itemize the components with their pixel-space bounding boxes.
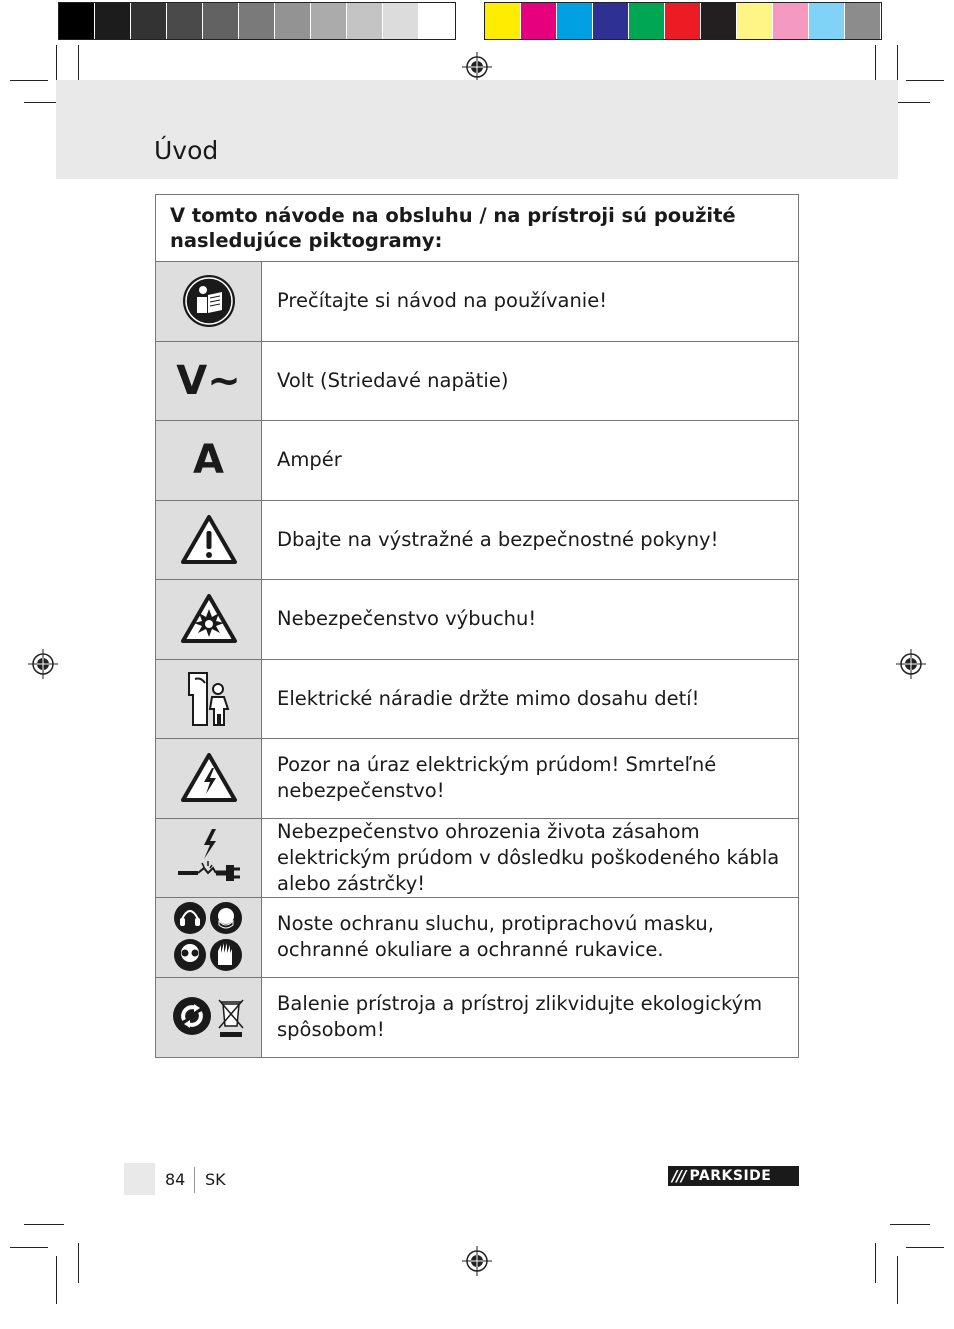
language-code: SK — [205, 1170, 226, 1189]
color-swatch — [557, 3, 593, 39]
table-row — [156, 580, 798, 660]
gray-swatch — [275, 3, 311, 39]
icon-cell — [156, 660, 262, 739]
crop-mark — [78, 45, 79, 85]
color-swatch — [701, 3, 737, 39]
crop-mark — [890, 1224, 930, 1225]
color-swatch — [809, 3, 845, 39]
icon-cell — [156, 501, 262, 580]
row-text: Ampér — [277, 448, 342, 472]
footer-divider — [194, 1167, 195, 1193]
footer-tab — [124, 1163, 155, 1195]
row-text: Nebezpečenstvo ohrozenia života zásahom elektrickým prúdom v dôsledku poškodeného kábla alebo zástrčky! — [277, 819, 780, 895]
brand-name: PARKSIDE — [689, 1168, 772, 1184]
crop-mark — [897, 45, 898, 85]
crop-mark — [78, 1243, 79, 1283]
gray-swatch — [239, 3, 275, 39]
icon-cell — [156, 978, 262, 1058]
row-text: Noste ochranu sluchu, protiprachovú masku, ochranné okuliare a ochranné rukavice. — [277, 912, 714, 962]
brand-logo — [668, 1166, 799, 1186]
keep-away-children-icon — [185, 669, 233, 729]
row-text: Prečítajte si návod na používanie! — [277, 289, 608, 313]
table-row — [156, 978, 798, 1058]
color-swatch — [593, 3, 629, 39]
gray-swatch — [311, 3, 347, 39]
icon-cell — [156, 739, 262, 818]
row-text: Elektrické náradie držte mimo dosahu detí! — [277, 686, 700, 710]
crop-mark — [906, 1247, 944, 1248]
crop-mark — [875, 1243, 876, 1283]
table-row — [156, 342, 798, 422]
page-number: 84 — [165, 1170, 186, 1189]
gray-swatch — [59, 3, 95, 39]
icon-cell — [156, 262, 262, 341]
icon-cell — [156, 342, 262, 421]
gray-swatch — [95, 3, 131, 39]
crop-mark — [24, 1224, 64, 1225]
color-swatch — [773, 3, 809, 39]
gray-swatch — [167, 3, 203, 39]
gray-swatch — [347, 3, 383, 39]
volt-ac-icon: V~ — [176, 357, 241, 404]
crop-mark — [10, 80, 48, 81]
gray-swatch — [131, 3, 167, 39]
warning-triangle-icon — [180, 514, 238, 566]
row-text: Pozor na úraz elektrickým prúdom! Smrteľné nebezpečenstvo! — [277, 753, 717, 803]
registration-mark-icon — [462, 52, 492, 82]
color-swatch — [485, 3, 521, 39]
crop-mark — [56, 45, 57, 85]
gray-swatch — [203, 3, 239, 39]
icon-cell — [156, 898, 262, 977]
crop-mark — [10, 1247, 48, 1248]
crop-mark — [875, 45, 876, 85]
table-row — [156, 898, 798, 978]
process-color-bar — [484, 2, 882, 40]
protective-equipment-icon — [173, 901, 245, 973]
gray-swatch — [419, 3, 455, 39]
page-title: Úvod — [154, 136, 219, 165]
crop-mark — [906, 80, 944, 81]
color-swatch — [629, 3, 665, 39]
row-text: Nebezpečenstvo výbuchu! — [277, 607, 537, 631]
row-text: Volt (Striedavé napätie) — [277, 368, 509, 392]
gray-swatch — [383, 3, 419, 39]
table-row — [156, 739, 798, 819]
row-text: Dbajte na výstražné a bezpečnostné pokyny! — [277, 527, 719, 551]
icon-cell — [156, 819, 262, 898]
explosion-hazard-icon — [180, 593, 238, 645]
table-row — [156, 262, 798, 342]
brand-mark: /// — [672, 1167, 686, 1185]
icon-cell — [156, 580, 262, 659]
registration-mark-icon — [28, 649, 58, 679]
grayscale-color-bar — [58, 2, 456, 40]
color-swatch — [521, 3, 557, 39]
color-swatch — [665, 3, 701, 39]
registration-mark-icon — [896, 649, 926, 679]
icon-cell — [156, 421, 262, 500]
read-manual-icon — [181, 273, 237, 329]
crop-mark — [897, 1256, 898, 1304]
table-row — [156, 421, 798, 501]
registration-mark-icon — [462, 1246, 492, 1276]
crop-mark — [56, 1256, 57, 1304]
table-row — [156, 660, 798, 740]
eco-disposal-icon — [172, 994, 246, 1040]
table-row — [156, 819, 798, 899]
row-text: Balenie prístroja a prístroj zlikvidujte ekologickým spôsobom! — [277, 992, 763, 1042]
color-swatch — [737, 3, 773, 39]
damaged-cable-icon — [176, 827, 242, 889]
color-swatch — [845, 3, 881, 39]
table-row — [156, 501, 798, 581]
ampere-icon: A — [193, 437, 224, 484]
table-heading: V tomto návode na obsluhu / na prístroji sú použité nasledujúce piktogramy: — [156, 195, 798, 262]
electric-shock-icon — [180, 752, 238, 804]
pictogram-table — [155, 194, 799, 1058]
